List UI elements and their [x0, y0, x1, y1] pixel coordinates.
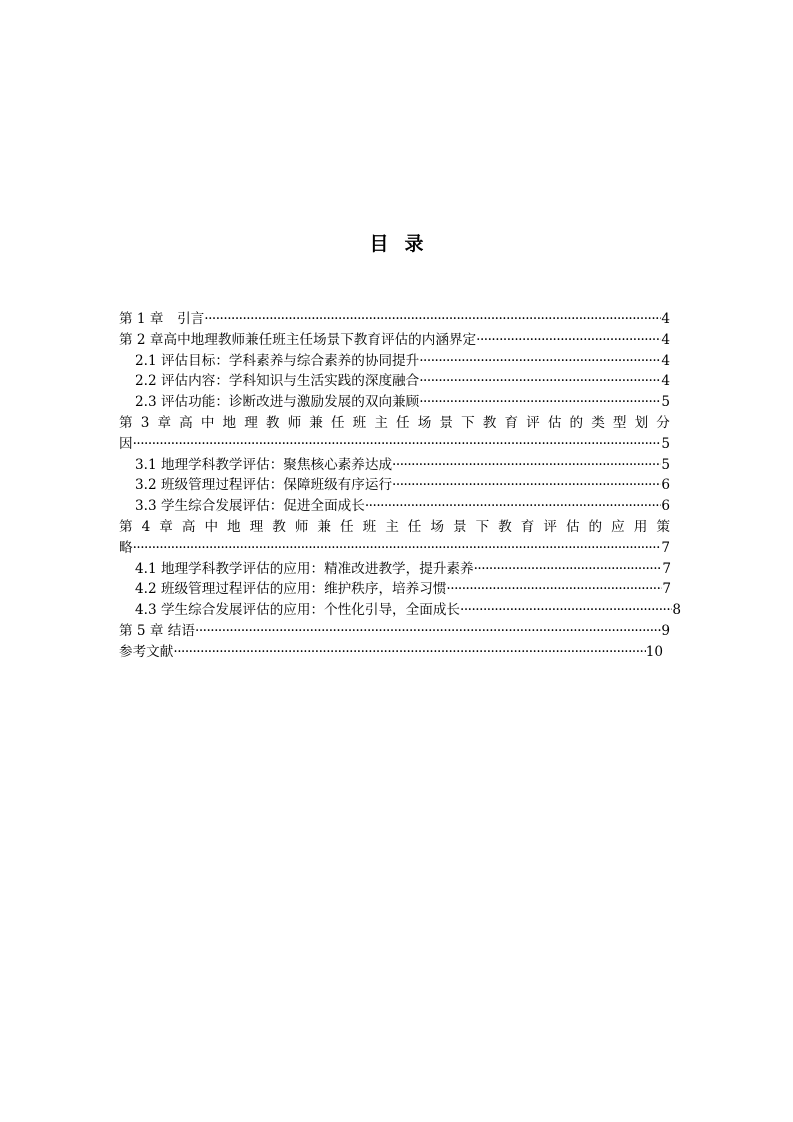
toc-entry-page: 4 — [661, 373, 670, 390]
toc-entry-char: 理 — [244, 414, 258, 431]
toc-entry-page: 7 — [662, 560, 671, 577]
toc-entry-char: 第 — [119, 414, 133, 431]
toc-entry-char: 划 — [634, 414, 649, 431]
toc-entry-char: 主 — [385, 518, 399, 535]
toc-entry-section-3-3[interactable] — [119, 496, 670, 517]
toc-entry-char: 景 — [452, 518, 467, 535]
toc-entry-label: 4.1 地理学科教学评估的应用：精准改进教学，提升素养 — [135, 560, 474, 577]
leader-dots — [133, 434, 662, 455]
toc-entry-char: 教 — [272, 518, 286, 535]
toc-entry-char: 估 — [547, 414, 562, 431]
toc-entry-section-4-3[interactable] — [119, 600, 681, 621]
toc-entry-char: 型 — [612, 414, 627, 431]
leader-dots — [365, 496, 661, 517]
toc-entry-label: 第 2 章高中地理教师兼任班主任场景下教育评估的内涵界定 — [119, 331, 477, 348]
toc-entry-char: 教 — [498, 518, 512, 535]
leader-dots — [195, 621, 661, 642]
toc-entry-char: 班 — [352, 414, 367, 431]
toc-entry-section-4-2[interactable] — [119, 579, 671, 600]
toc-entry-label: 2.2 评估内容：学科知识与生活实践的深度融合 — [135, 373, 420, 390]
leader-dots — [476, 330, 661, 351]
toc-entry-label: 略 — [119, 539, 133, 556]
toc-entry-section-3-1[interactable] — [119, 455, 670, 476]
toc-entry-char: 评 — [526, 414, 540, 431]
leader-dots — [446, 579, 662, 600]
toc-entry-page: 5 — [661, 394, 670, 411]
toc-entry-label: 3.1 地理学科教学评估：聚焦核心素养达成 — [135, 456, 393, 473]
toc-entry-page: 6 — [661, 498, 670, 515]
toc-entry-char: 景 — [439, 414, 453, 431]
toc-entry-chapter-1[interactable] — [119, 309, 670, 330]
table-of-contents — [119, 309, 681, 663]
toc-entry-label: 第 5 章 结语 — [119, 622, 195, 639]
leader-dots — [474, 559, 663, 580]
leader-dots — [419, 351, 661, 372]
toc-entry-char: 中 — [204, 518, 219, 535]
leader-dots — [204, 309, 661, 330]
toc-entry-page: 4 — [661, 311, 670, 327]
toc-entry-char: 评 — [543, 518, 557, 535]
toc-entry-char: 理 — [249, 518, 264, 535]
toc-entry-char: 教 — [265, 414, 280, 431]
toc-entry-char: 中 — [200, 414, 215, 431]
toc-entry-page: 10 — [645, 643, 663, 660]
toc-entry-char: 3 — [140, 414, 150, 431]
toc-entry-char: 高 — [179, 414, 193, 431]
toc-entry-label: 第 1 章 引言 — [119, 311, 205, 327]
toc-entry-char: 师 — [294, 518, 309, 535]
leader-dots — [392, 455, 661, 476]
toc-entry-chapter-3[interactable] — [119, 413, 670, 455]
toc-entry-label: 2.3 评估功能：诊断改进与激励发展的双向兼顾 — [135, 394, 420, 411]
toc-entry-section-2-1[interactable] — [119, 351, 670, 372]
toc-entry-char: 师 — [287, 414, 302, 431]
toc-entry-page: 8 — [672, 602, 681, 619]
toc-entry-char: 地 — [222, 414, 237, 431]
toc-entry-label-line — [119, 517, 670, 538]
toc-entry-char: 估 — [565, 518, 580, 535]
toc-entry-char: 任 — [407, 518, 422, 535]
toc-entry-label: 3.2 班级管理过程评估：保障班级有序运行 — [135, 477, 393, 494]
toc-entry-label-line — [119, 413, 670, 434]
toc-entry-label: 2.1 评估目标：学科素养与综合素养的协同提升 — [135, 352, 420, 369]
toc-entry-char: 兼 — [309, 414, 323, 431]
toc-entry-label: 3.3 学生综合发展评估：促进全面成长 — [135, 498, 365, 515]
leader-dots — [173, 642, 645, 663]
toc-entry-char: 教 — [482, 414, 497, 431]
toc-entry-char: 任 — [340, 518, 354, 535]
leader-dots — [419, 371, 661, 392]
toc-entry-char: 兼 — [317, 518, 331, 535]
toc-entry-label: 4.3 学生综合发展评估的应用：个性化引导，全面成长 — [135, 602, 461, 619]
toc-entry-references[interactable] — [119, 642, 663, 663]
toc-title-char: 目 — [369, 233, 389, 255]
toc-title — [0, 229, 793, 256]
toc-entry-page: 7 — [661, 539, 670, 556]
leader-dots — [392, 475, 661, 496]
toc-entry-char: 主 — [374, 414, 388, 431]
toc-entry-section-2-2[interactable] — [119, 371, 670, 392]
toc-entry-page: 4 — [661, 331, 670, 348]
toc-entry-char: 高 — [181, 518, 196, 535]
toc-entry-label: 因 — [119, 435, 133, 452]
toc-entry-section-2-3[interactable] — [119, 392, 670, 413]
toc-entry-char: 分 — [656, 414, 670, 431]
toc-entry-chapter-5[interactable] — [119, 621, 670, 642]
toc-entry-char: 下 — [475, 518, 490, 535]
toc-entry-page: 4 — [661, 352, 670, 369]
toc-entry-section-4-1[interactable] — [119, 559, 671, 580]
toc-entry-page: 9 — [661, 622, 670, 639]
toc-entry-char: 应 — [611, 518, 625, 535]
toc-entry-page: 5 — [661, 435, 670, 452]
toc-entry-section-3-2[interactable] — [119, 475, 670, 496]
toc-entry-char: 场 — [417, 414, 432, 431]
toc-entry-char: 用 — [633, 518, 648, 535]
toc-entry-char: 任 — [396, 414, 410, 431]
toc-entry-page: 7 — [662, 581, 671, 598]
leader-dots — [419, 392, 661, 413]
toc-entry-char: 4 — [141, 518, 151, 535]
toc-entry-char: 的 — [588, 518, 603, 535]
toc-entry-char: 场 — [430, 518, 444, 535]
toc-entry-page: 6 — [661, 477, 670, 494]
toc-entry-label: 4.2 班级管理过程评估的应用：维护秩序，培养习惯 — [135, 581, 447, 598]
toc-entry-char: 育 — [504, 414, 519, 431]
toc-entry-page: 5 — [661, 456, 670, 473]
toc-entry-char: 班 — [362, 518, 377, 535]
leader-dots — [133, 538, 662, 559]
toc-entry-char: 第 — [119, 518, 133, 535]
leader-dots — [460, 600, 672, 621]
toc-entry-label: 参考文献 — [119, 643, 174, 660]
toc-entry-char: 下 — [461, 414, 475, 431]
toc-entry-char: 章 — [159, 518, 173, 535]
toc-entry-char: 类 — [591, 414, 605, 431]
toc-entry-char: 的 — [569, 414, 584, 431]
toc-entry-char: 任 — [330, 414, 345, 431]
toc-title-char: 录 — [404, 233, 424, 255]
toc-entry-chapter-2[interactable] — [119, 330, 670, 351]
toc-entry-chapter-4[interactable] — [119, 517, 670, 559]
toc-entry-char: 地 — [227, 518, 241, 535]
toc-entry-char: 章 — [157, 414, 172, 431]
toc-entry-char: 育 — [520, 518, 535, 535]
toc-entry-char: 策 — [656, 518, 670, 535]
